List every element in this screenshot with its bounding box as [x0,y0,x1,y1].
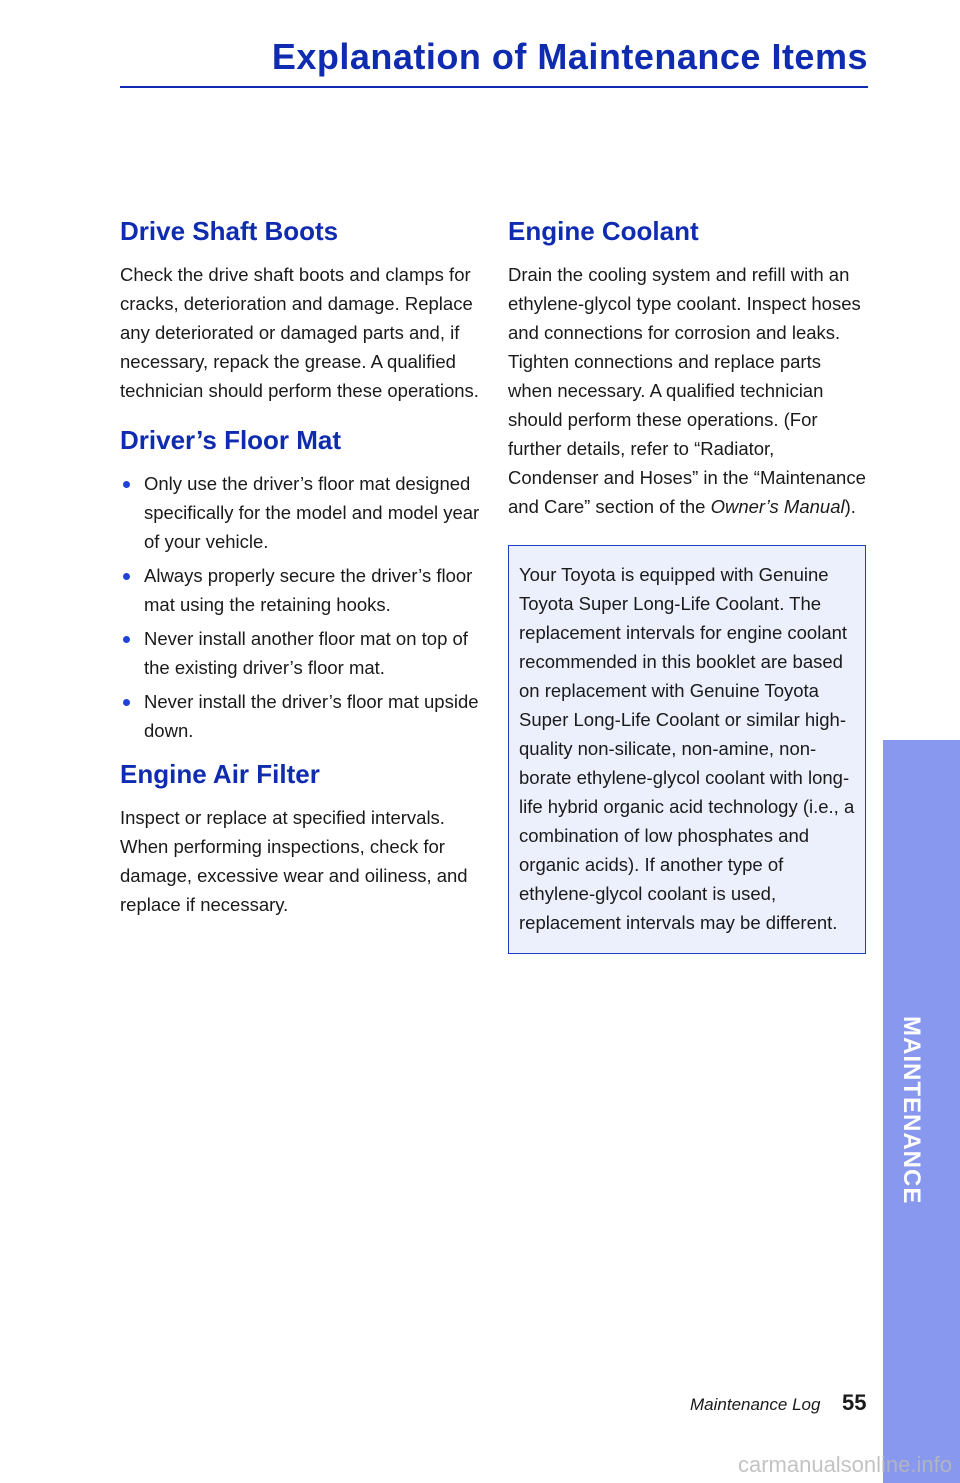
floor-mat-bullet-list [120,469,480,745]
right-column [508,214,868,964]
body-drive-shaft-boots: Check the drive shaft boots and clamps for cracks, deterioration and damage. Replace any deteriorated or damaged parts and, if necessary, repack the grease. A qualified technician should perform these operations. [120,264,479,401]
list-item [120,624,480,682]
list-item [120,561,480,619]
owners-manual-reference: Owner’s Manual [710,496,845,517]
watermark: carmanualsonline.info [737,1452,952,1477]
heading-drivers-floor-mat: Driver’s Floor Mat [120,425,342,455]
coolant-body-end: ). [844,496,856,517]
list-item [120,469,480,556]
body-engine-coolant [508,260,868,521]
body-engine-air-filter: Inspect or replace at specified intervals. When performing inspections, check for damage, excessive wear and oiliness, and replace if necessary. [120,807,468,915]
bullet-text: Never install the driver’s floor mat upside down. [144,691,479,741]
section-engine-air-filter [120,757,480,919]
bullet-icon [123,481,130,488]
list-item [120,687,480,745]
section-drivers-floor-mat [120,423,480,745]
bullet-icon [123,699,130,706]
side-tab-label: MAINTENANCE [898,1016,925,1205]
section-engine-coolant [508,214,868,954]
section-drive-shaft-boots [120,214,480,405]
bullet-text: Never install another floor mat on top of the existing driver’s floor mat. [144,628,468,678]
left-column [120,214,480,937]
heading-engine-coolant: Engine Coolant [508,216,699,246]
bullet-icon [123,573,130,580]
bullet-text: Only use the driver’s floor mat designed specifically for the model and model year of your vehicle. [144,473,480,552]
heading-drive-shaft-boots: Drive Shaft Boots [120,216,339,246]
coolant-body-text: Drain the cooling system and refill with an ethylene-glycol type coolant. Inspect hoses and connections for corrosion and leaks. Tighten connections and replace parts when necessary. A qualified technician should perform these operations. (For further details, refer to “Radiator, Condenser and Hoses” in the “Maintenance and Care” section of the [508,264,866,517]
page-title: Explanation of Maintenance Items [271,36,868,77]
page-number: 55 [842,1390,867,1415]
bullet-icon [123,636,130,643]
heading-engine-air-filter: Engine Air Filter [120,759,320,789]
bullet-text: Always properly secure the driver’s floor mat using the retaining hooks. [144,565,473,615]
footer-label: Maintenance Log [690,1395,821,1414]
title-divider [120,86,868,88]
coolant-note-box: Your Toyota is equipped with Genuine Toyota Super Long-Life Coolant. The replacement intervals for engine coolant recommended in this booklet are based on replacement with Genuine Toyota Super Long-Life Coolant or similar high-quality non-silicate, non-amine, non-borate ethylene-glycol coolant with long-life hybrid organic acid technology (i.e., a combination of low phosphates and organic acids). If another type of ethylene-glycol coolant is used, replacement intervals may be different. [508,545,866,954]
